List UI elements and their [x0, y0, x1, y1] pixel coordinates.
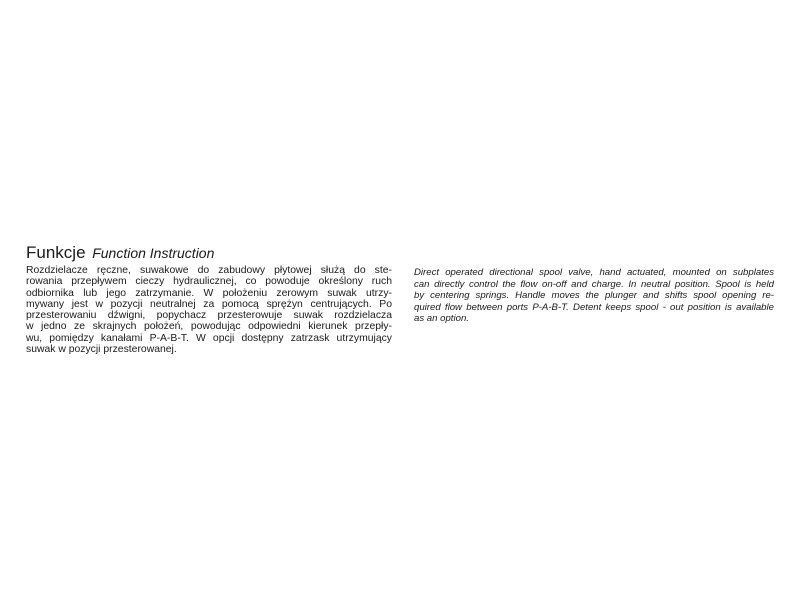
heading-polish: Funkcje	[26, 243, 86, 262]
description-polish-line: mywany jest w pozycji neutralnej za pomocą sprężyn centrujących. Po	[26, 298, 392, 310]
description-polish-line: w jedno ze skrajnych położeń, powodując odpowiedni kierunek przepły-	[26, 321, 392, 333]
description-polish-line: suwak w pozycji przesterowanej.	[26, 344, 177, 356]
description-polish-line: przesterowaniu dźwigni, popychacz przesterowuje suwak rozdzielacza	[26, 310, 392, 322]
description-english	[414, 267, 774, 325]
description-english-line: can directly control the flow on-off and charge. In neutral position. Spool is held	[414, 278, 774, 290]
description-polish-line: Rozdzielacze ręczne, suwakowe do zabudowy płytowej służą do ste-	[26, 265, 392, 276]
section-heading	[26, 241, 214, 263]
description-english-line: Direct operated directional spool valve, hand actuated, mounted on subplates	[414, 267, 774, 278]
description-polish-line: rowania przepływem cieczy hydraulicznej, co powoduje określony ruch	[26, 276, 392, 288]
description-polish	[26, 265, 392, 355]
description-polish-line: odbiornika lub jego zatrzymanie. W położeniu zerowym suwak utrzy-	[26, 287, 392, 299]
description-english-line: quired flow between ports P-A-B-T. Detent keeps spool - out position is available	[414, 301, 774, 313]
description-english-line: by centering springs. Handle moves the plunger and shifts spool opening re-	[414, 290, 774, 301]
description-polish-line: wu, pomiędzy kanałami P-A-B-T. W opcji dostępny zatrzask utrzymujący	[26, 332, 392, 344]
description-english-line: as an option.	[414, 313, 469, 324]
heading-english: Function Instruction	[92, 245, 215, 261]
